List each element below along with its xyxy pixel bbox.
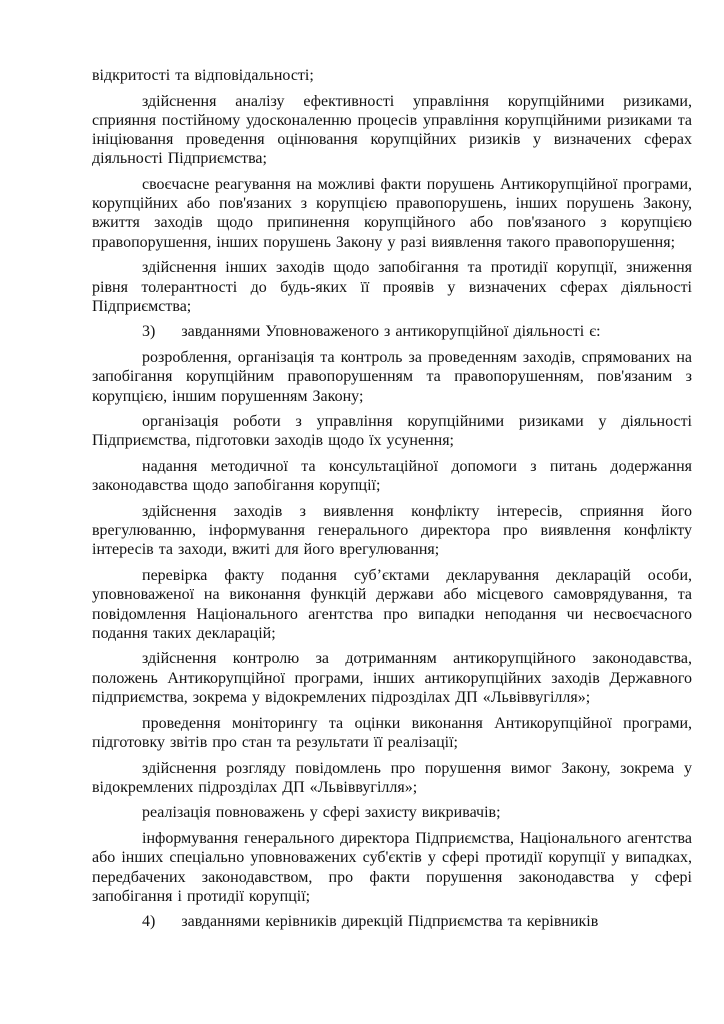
paragraph-text: завданнями Уповноваженого з антикорупційної діяльності є: (181, 323, 601, 341)
paragraph-text: завданнями керівників дирекцій Підприємства та керівників (181, 913, 599, 931)
paragraph: інформування генерального директора Підприємства, Національного агентства або інших спеціально уповноважених суб'єктів у сфері протидії корупції у випадках, передбачених законодавством, про факти порушення законодавства у сфері запобігання і протидії корупції; (92, 830, 692, 905)
paragraph: своєчасне реагування на можливі факти порушень Антикорупційної програми, корупційних або пов'язаних з корупцією правопорушень, інших порушень Закону, вжиття заходів щодо припинення корупційного або пов'язаного з корупцією правопорушення, інших порушень Закону у разі виявлення такого правопорушення; (92, 176, 692, 251)
paragraph: надання методичної та консультаційної допомоги з питань додержання законодавства щодо запобігання корупції; (92, 458, 692, 495)
numbered-paragraph (92, 912, 692, 931)
paragraph: організація роботи з управління корупційними ризиками у діяльності Підприємства, підготовки заходів щодо їх усунення; (92, 413, 692, 450)
paragraph: відкритості та відповідальності; (92, 67, 314, 84)
paragraph: перевірка факту подання суб’єктами декларування декларацій особи, уповноваженої на виконання функцій держави або місцевого самоврядування, та повідомлення Національного агентства про випадки неподання чи несвоєчасного подання таких декларацій; (92, 567, 692, 642)
paragraph: реалізація повноважень у сфері захисту викривачів; (142, 804, 501, 822)
paragraph: проведення моніторингу та оцінки виконання Антикорупційної програми, підготовку звітів про стан та результати її реалізації; (92, 714, 692, 751)
numbered-paragraph (92, 322, 692, 341)
paragraph: здійснення контролю за дотриманням антикорупційного законодавства, положень Антикорупційної програми, інших антикорупційних заходів Державного підприємства, зокрема у відокремлених підрозділах ДП «Львіввугілля»; (92, 650, 692, 706)
paragraph: здійснення інших заходів щодо запобігання та протидії корупції, зниження рівня толерантності до будь-яких її проявів у визначених сферах діяльності Підприємства; (92, 259, 692, 315)
item-number: 4) (142, 913, 156, 931)
paragraph: здійснення аналізу ефективності управління корупційними ризиками, сприяння постійному удосконаленню процесів управління корупційними ризиками та ініціювання проведення оцінювання корупційних ризиків у визначених сферах діяльності Підприємства; (92, 92, 692, 168)
paragraph: розроблення, організація та контроль за проведенням заходів, спрямованих на запобігання корупційним правопорушенням та правопорушенням, пов'язаним з корупцією, іншим порушенням Закону; (92, 349, 692, 405)
paragraph: здійснення заходів з виявлення конфлікту інтересів, сприяння його врегулюванню, інформування генерального директора про виявлення конфлікту інтересів та заходи, вжиті для його врегулювання; (92, 503, 692, 559)
paragraph: здійснення розгляду повідомлень про порушення вимог Закону, зокрема у відокремлених підрозділах ДП «Львіввугілля»; (92, 759, 692, 796)
item-number: 3) (142, 323, 156, 341)
document-text (92, 66, 692, 932)
